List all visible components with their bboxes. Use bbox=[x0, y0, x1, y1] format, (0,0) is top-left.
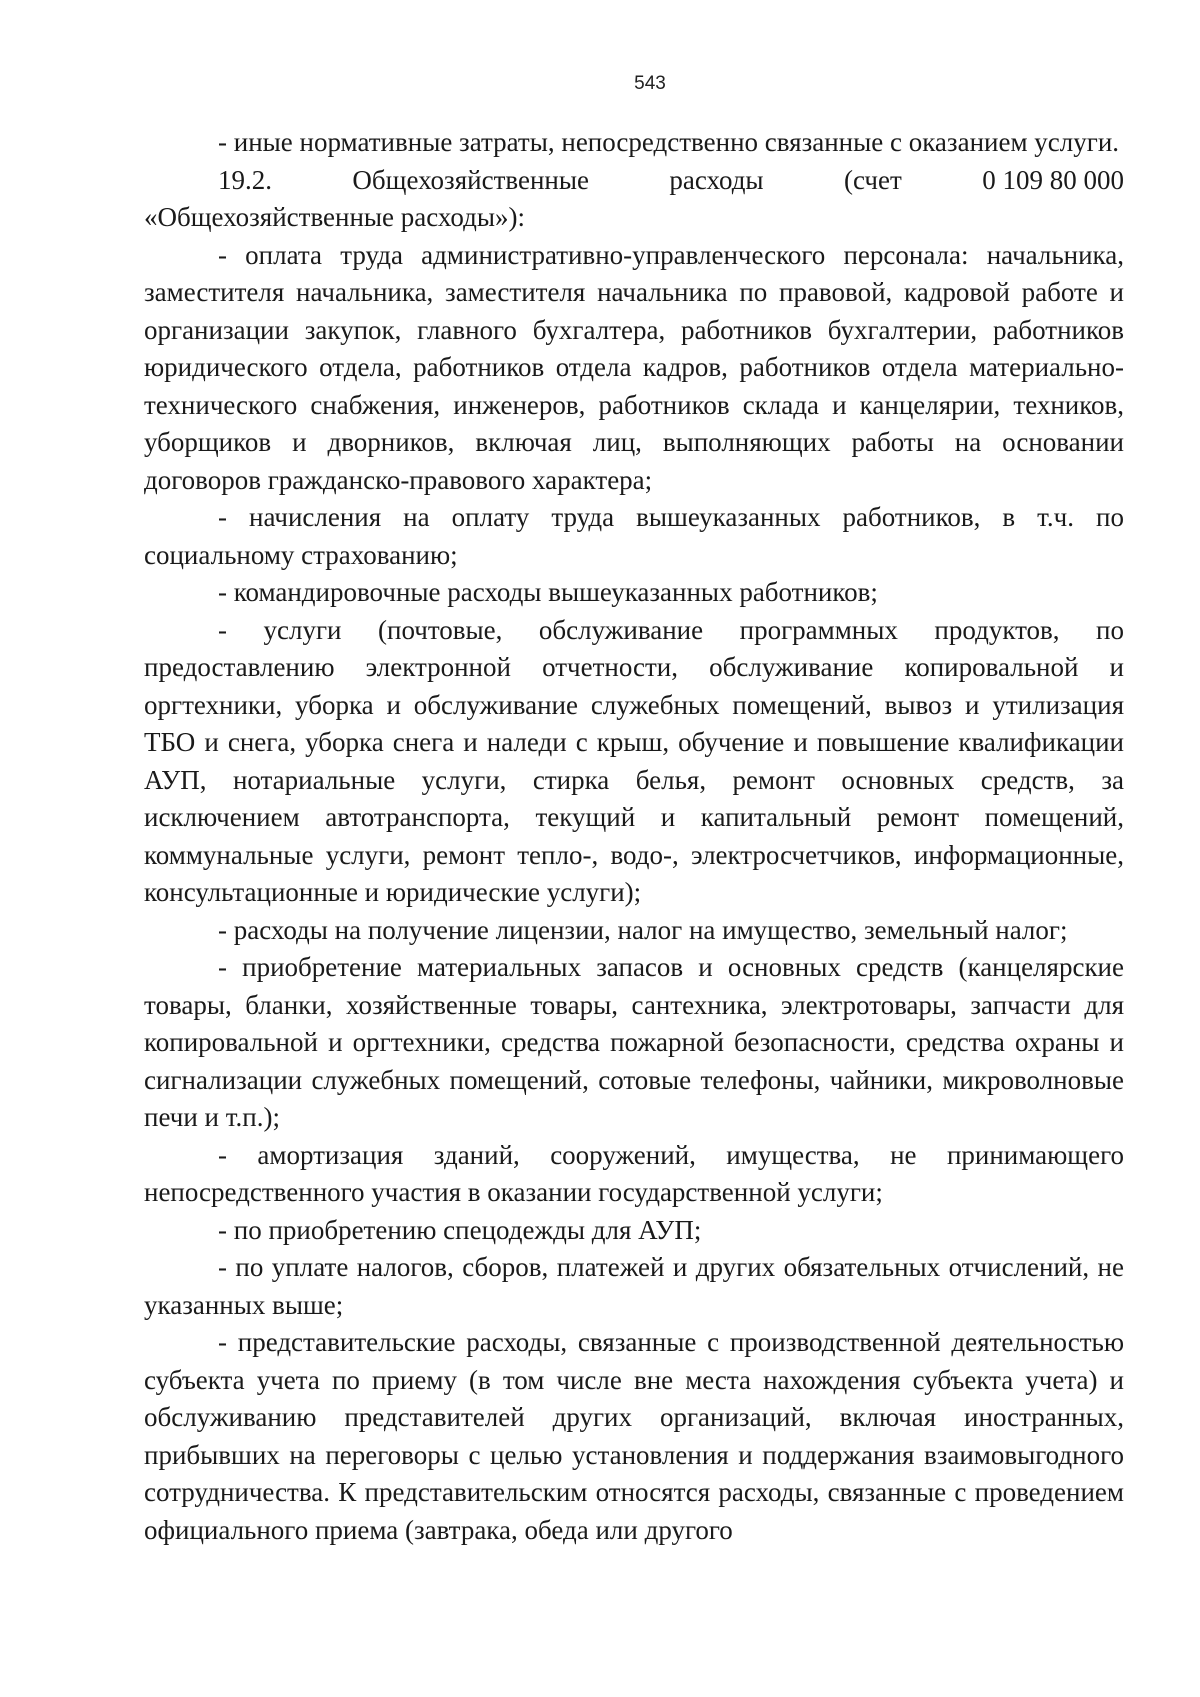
paragraph-travel-expenses: - командировочные расходы вышеуказанных работников; bbox=[218, 577, 878, 607]
paragraph-pay-accruals: - начисления на оплату труда вышеуказанных работников, в т.ч. по социальному страхованию; bbox=[144, 502, 1124, 570]
paragraph-workwear: - по приобретению спецодежды для АУП; bbox=[218, 1214, 702, 1245]
section-number: 19.2. bbox=[218, 164, 272, 195]
paragraph-materials: - приобретение материальных запасов и основных средств (канцелярские товары, бланки, хозяйственные товары, сантехника, электротовары, запчасти для копировальной и оргтехники, средства пожарной безопасности, средства охраны и сигнализации служебных помещений, сотовые телефоны, чайники, микроволновые печи и т.п.); bbox=[144, 952, 1124, 1132]
paragraph-representation: - представительские расходы, связанные с производственной деятельностью субъекта учета по приему (в том числе вне места нахождения субъекта учета) и обслуживанию представителей других организаций, включая иностранных, прибывших на переговоры с целью установления и поддержания взаимовыгодного сотрудничества. К представительским относятся расходы, связанные с проведением официального приема (завтрака, обеда или другого bbox=[144, 1327, 1124, 1545]
page-number: 543 bbox=[634, 73, 666, 94]
document-body bbox=[144, 124, 1124, 1549]
paragraph-other-taxes: - по уплате налогов, сборов, платежей и других обязательных отчислений, не указанных выше; bbox=[144, 1252, 1124, 1320]
section-account-number: 0 109 80 000 bbox=[982, 164, 1124, 195]
paragraph-admin-pay: - оплата труда административно-управленческого персонала: начальника, заместителя начальника, заместителя начальника по правовой, кадровой работе и организации закупок, главного бухгалтера, работников бухгалтерии, работников юридического отдела, работников отдела кадров, работников отдела материально-технического снабжения, инженеров, работников склада и канцелярии, техников, уборщиков и дворников, включая лиц, выполняющих работы на основании договоров гражданско-правового характера; bbox=[144, 239, 1124, 495]
paragraph-other-costs: - иные нормативные затраты, непосредственно связанные с оказанием услуги. bbox=[218, 127, 1120, 157]
section-word-general: Общехозяйственные bbox=[352, 164, 589, 195]
paragraph-depreciation: - амортизация зданий, сооружений, имущества, не принимающего непосредственного участия в оказании государственной услуги; bbox=[144, 1139, 1124, 1207]
section-word-account: (счет bbox=[844, 164, 902, 195]
paragraph-services: - услуги (почтовые, обслуживание программных продуктов, по предоставлению электронной отчетности, обслуживание копировальной и оргтехники, уборка и обслуживание служебных помещений, вывоз и утилизация ТБО и снега, уборка снега и наледи с крыш, обучение и повышение квалификации АУП, нотариальные услуги, стирка белья, ремонт основных средств, за исключением автотранспорта, текущий и капитальный ремонт помещений, коммунальные услуги, ремонт тепло-, водо-, электросчетчиков, информационные, консультационные и юридические услуги); bbox=[144, 614, 1124, 907]
section-19-2-heading bbox=[144, 162, 1124, 237]
paragraph-license-taxes: - расходы на получение лицензии, налог на имущество, земельный налог; bbox=[218, 914, 1068, 945]
section-continuation: «Общехозяйственные расходы»): bbox=[144, 202, 525, 232]
section-word-expenses: расходы bbox=[669, 164, 764, 195]
